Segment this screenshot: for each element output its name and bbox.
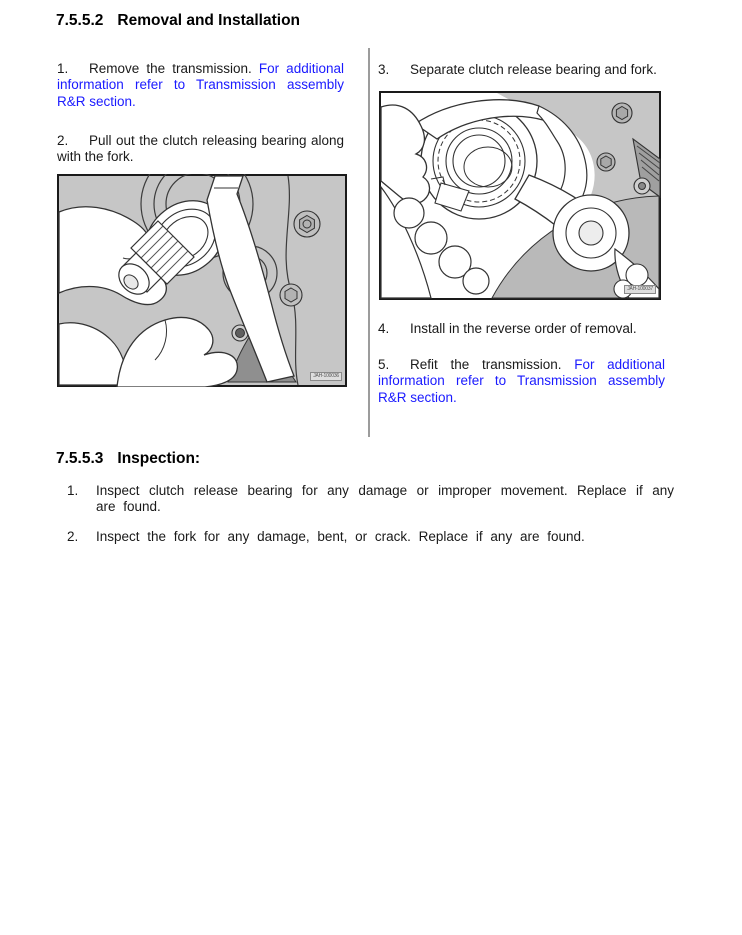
figure-bearing-fork-separate xyxy=(379,91,661,300)
step-5-text: Refit the transmission. xyxy=(410,357,562,372)
bolt-icon xyxy=(597,153,615,171)
inspection-item-number: 2. xyxy=(67,528,79,544)
figure2-drawing xyxy=(379,91,661,300)
bolt-icon xyxy=(612,103,632,123)
section-number: 7.5.5.2 xyxy=(56,12,104,29)
step-1-crossref-link[interactable]: For additional information refer to Transmission assembly R&R section. xyxy=(57,61,344,109)
figure-bearing-fork-removal xyxy=(57,174,347,387)
step-1-number: 1. xyxy=(57,61,69,76)
step-1-text: Remove the transmission. xyxy=(89,61,252,76)
step-4 xyxy=(378,321,681,337)
bolt-icon xyxy=(294,211,320,237)
section-title: Inspection: xyxy=(117,450,201,467)
step-5 xyxy=(378,357,665,406)
inspection-item xyxy=(67,483,679,516)
section-inspection-heading xyxy=(56,450,200,468)
step-3-text: Separate clutch release bearing and fork. xyxy=(410,62,657,77)
section-number: 7.5.5.3 xyxy=(56,450,104,467)
section-title: Removal and Installation xyxy=(117,12,301,29)
inspection-list xyxy=(67,483,679,558)
step-4-number: 4. xyxy=(378,321,390,336)
step-2-number: 2. xyxy=(57,133,69,148)
figure-code: JAH-100036 xyxy=(310,372,342,381)
column-divider xyxy=(368,48,370,437)
inspection-item-text: Inspect the fork for any damage, bent, or crack. Replace if any are found. xyxy=(96,528,585,544)
step-5-crossref-link[interactable]: For additional information refer to Transmission assembly R&R section. xyxy=(378,357,665,405)
figure1-drawing xyxy=(57,174,347,387)
step-4-text: Install in the reverse order of removal. xyxy=(410,321,637,336)
inspection-item-number: 1. xyxy=(67,483,79,498)
inspection-item-text: Inspect clutch release bearing for any damage or improper movement. Replace if any are found. xyxy=(96,483,674,515)
step-1 xyxy=(57,61,344,110)
step-5-number: 5. xyxy=(378,357,390,372)
figure-code: JAH-100037 xyxy=(624,285,656,294)
step-2 xyxy=(57,133,344,166)
step-3 xyxy=(378,62,681,78)
bolt-icon xyxy=(280,284,302,306)
step-2-text: Pull out the clutch releasing bearing along with the fork. xyxy=(57,133,344,165)
inspection-item xyxy=(67,529,679,545)
section-removal-heading xyxy=(56,12,300,30)
step-3-number: 3. xyxy=(378,62,390,77)
